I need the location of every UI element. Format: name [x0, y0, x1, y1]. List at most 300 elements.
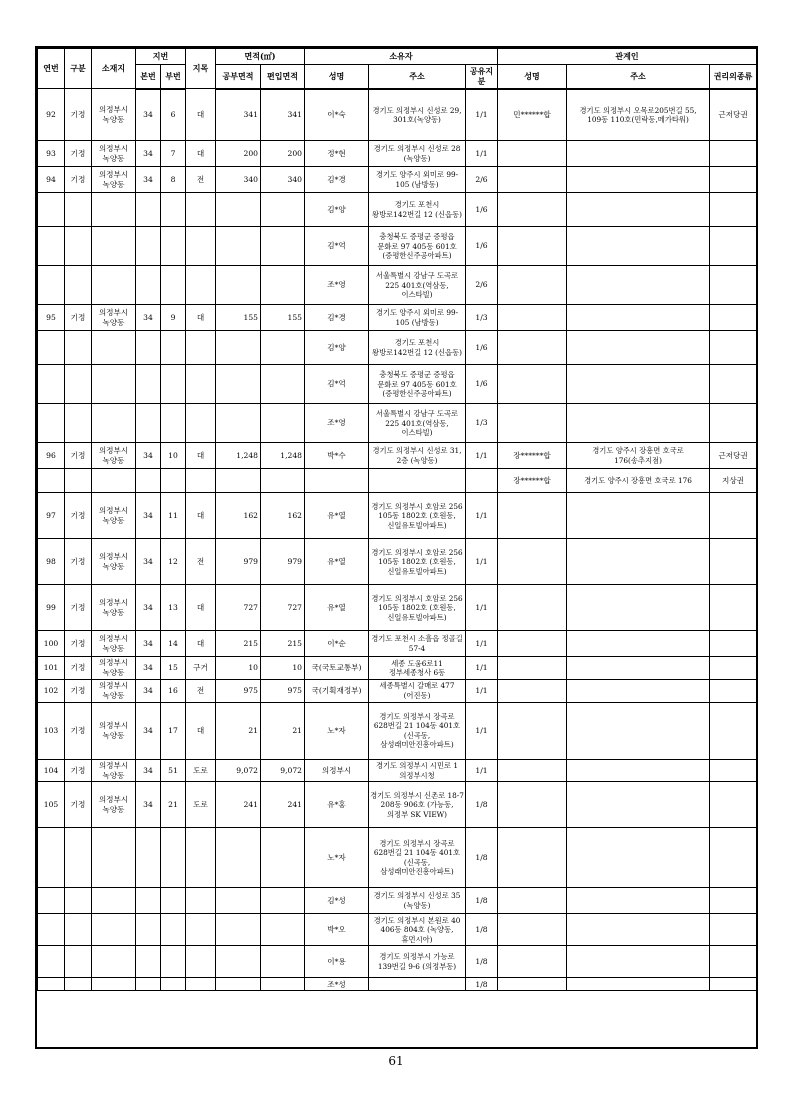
cell-registered-area: 241 — [216, 782, 261, 828]
cell-main-lot — [136, 365, 161, 404]
cell-owner-name: 조*영 — [305, 266, 369, 305]
cell-type: 기정 — [65, 782, 92, 828]
cell-related-name — [498, 266, 567, 305]
cell-share — [466, 469, 498, 493]
cell-related-address — [567, 946, 710, 978]
table-body — [38, 89, 757, 991]
cell-location: 의정부시 녹양동 — [92, 782, 136, 828]
cell-related-name — [498, 759, 567, 782]
table-row — [38, 914, 757, 946]
cell-location — [92, 946, 136, 978]
cell-type: 기정 — [65, 305, 92, 331]
cell-related-name — [498, 167, 567, 193]
table-row — [38, 702, 757, 759]
cell-owner-name: 조*성 — [305, 978, 369, 991]
header-type: 구분 — [65, 49, 92, 89]
cell-share: 1/8 — [466, 888, 498, 914]
cell-right-type — [710, 657, 757, 680]
cell-land-category: 대 — [186, 702, 216, 759]
cell-location — [92, 193, 136, 227]
cell-main-lot — [136, 404, 161, 443]
cell-right-type — [710, 331, 757, 365]
cell-land-category — [186, 365, 216, 404]
cell-type — [65, 404, 92, 443]
cell-no — [38, 193, 65, 227]
cell-included-area: 975 — [261, 680, 305, 703]
cell-location: 의정부시 녹양동 — [92, 680, 136, 703]
cell-related-address: 경기도 의정부시 오목로205번길 55, 109동 110호(민락동,메가타워) — [567, 89, 710, 141]
cell-type: 기정 — [65, 657, 92, 680]
cell-land-category: 도로 — [186, 782, 216, 828]
header-related-address: 주소 — [567, 65, 710, 89]
cell-main-lot: 34 — [136, 585, 161, 631]
cell-owner-address: 경기도 의정부시 신성로 29, 301호(녹양동) — [369, 89, 466, 141]
table-row — [38, 631, 757, 657]
cell-owner-name: 유*열 — [305, 585, 369, 631]
cell-included-area: 1,248 — [261, 443, 305, 469]
cell-registered-area — [216, 331, 261, 365]
cell-included-area: 21 — [261, 702, 305, 759]
cell-sub-lot — [161, 266, 186, 305]
header-owner-name: 성명 — [305, 65, 369, 89]
cell-related-address — [567, 978, 710, 991]
cell-registered-area: 21 — [216, 702, 261, 759]
cell-included-area: 215 — [261, 631, 305, 657]
cell-registered-area — [216, 227, 261, 266]
cell-main-lot: 34 — [136, 680, 161, 703]
cell-right-type — [710, 141, 757, 167]
cell-no: 100 — [38, 631, 65, 657]
cell-share: 1/8 — [466, 914, 498, 946]
cell-type: 기정 — [65, 585, 92, 631]
cell-related-address — [567, 828, 710, 888]
cell-sub-lot — [161, 404, 186, 443]
cell-related-address — [567, 331, 710, 365]
cell-related-name — [498, 404, 567, 443]
cell-related-address — [567, 680, 710, 703]
table-row — [38, 539, 757, 585]
cell-registered-area: 975 — [216, 680, 261, 703]
cell-included-area: 979 — [261, 539, 305, 585]
cell-no: 93 — [38, 141, 65, 167]
cell-related-address — [567, 266, 710, 305]
cell-location: 의정부시 녹양동 — [92, 631, 136, 657]
cell-no — [38, 946, 65, 978]
cell-no: 95 — [38, 305, 65, 331]
cell-related-address — [567, 493, 710, 539]
cell-right-type — [710, 167, 757, 193]
cell-included-area: 155 — [261, 305, 305, 331]
table-row — [38, 469, 757, 493]
cell-no — [38, 978, 65, 991]
cell-main-lot — [136, 888, 161, 914]
cell-included-area — [261, 946, 305, 978]
cell-land-category — [186, 978, 216, 991]
cell-related-address — [567, 585, 710, 631]
cell-related-name — [498, 305, 567, 331]
cell-related-name — [498, 914, 567, 946]
cell-owner-address: 경기도 양주시 외미로 99-105 (남방동) — [369, 305, 466, 331]
cell-owner-address: 경기도 의정부시 호암로 256 105동 1802호 (호원동,신일유토빌아파트) — [369, 539, 466, 585]
cell-land-category: 대 — [186, 443, 216, 469]
cell-owner-address: 경기도 의정부시 신성로 28 (녹양동) — [369, 141, 466, 167]
cell-no — [38, 365, 65, 404]
cell-sub-lot: 12 — [161, 539, 186, 585]
table-row — [38, 657, 757, 680]
cell-right-type — [710, 946, 757, 978]
cell-land-category — [186, 946, 216, 978]
header-lot: 지번 — [136, 49, 186, 65]
header-owner-address: 주소 — [369, 65, 466, 89]
cell-no: 94 — [38, 167, 65, 193]
cell-right-type — [710, 702, 757, 759]
cell-main-lot — [136, 227, 161, 266]
cell-sub-lot — [161, 978, 186, 991]
cell-share: 2/6 — [466, 167, 498, 193]
cell-included-area: 162 — [261, 493, 305, 539]
cell-owner-address: 서울특별시 강남구 도곡로 225 401호(역삼동,이스타빌) — [369, 404, 466, 443]
cell-location: 의정부시 녹양동 — [92, 167, 136, 193]
cell-related-address — [567, 759, 710, 782]
cell-included-area: 200 — [261, 141, 305, 167]
cell-right-type — [710, 193, 757, 227]
table-row — [38, 759, 757, 782]
cell-sub-lot — [161, 227, 186, 266]
cell-main-lot: 34 — [136, 539, 161, 585]
cell-share: 1/6 — [466, 193, 498, 227]
cell-owner-name: 이*순 — [305, 631, 369, 657]
cell-main-lot: 34 — [136, 631, 161, 657]
cell-sub-lot: 9 — [161, 305, 186, 331]
cell-land-category: 대 — [186, 493, 216, 539]
cell-owner-name: 정*현 — [305, 141, 369, 167]
cell-main-lot — [136, 946, 161, 978]
cell-owner-name: 김*억 — [305, 365, 369, 404]
cell-owner-name: 김*양 — [305, 193, 369, 227]
header-main-lot: 본번 — [136, 65, 161, 89]
cell-type — [65, 365, 92, 404]
cell-no — [38, 469, 65, 493]
cell-no: 99 — [38, 585, 65, 631]
cell-main-lot: 34 — [136, 141, 161, 167]
cell-right-type — [710, 914, 757, 946]
cell-type — [65, 914, 92, 946]
table-row — [38, 828, 757, 888]
cell-type: 기정 — [65, 141, 92, 167]
cell-main-lot: 34 — [136, 759, 161, 782]
cell-type — [65, 266, 92, 305]
cell-share: 1/1 — [466, 443, 498, 469]
header-related-name: 성명 — [498, 65, 567, 89]
cell-no: 96 — [38, 443, 65, 469]
cell-owner-address: 경기도 의정부시 장곡로 628번길 21 104동 401호 (신곡동,삼성래미안진흥아파트) — [369, 828, 466, 888]
table-row — [38, 946, 757, 978]
cell-no — [38, 828, 65, 888]
cell-included-area — [261, 469, 305, 493]
cell-related-name: 장******합 — [498, 469, 567, 493]
cell-owner-name: 박*오 — [305, 914, 369, 946]
cell-share: 1/6 — [466, 365, 498, 404]
cell-registered-area — [216, 404, 261, 443]
cell-type: 기정 — [65, 443, 92, 469]
cell-owner-name: 노*자 — [305, 702, 369, 759]
header-registered-area: 공부면적 — [216, 65, 261, 89]
cell-sub-lot: 6 — [161, 89, 186, 141]
cell-related-address — [567, 539, 710, 585]
cell-land-category: 대 — [186, 585, 216, 631]
table-row — [38, 266, 757, 305]
cell-land-category: 대 — [186, 631, 216, 657]
header-right-type: 권리의종류 — [710, 65, 757, 89]
cell-included-area — [261, 828, 305, 888]
cell-related-name: 장******합 — [498, 443, 567, 469]
cell-land-category: 대 — [186, 305, 216, 331]
cell-sub-lot — [161, 946, 186, 978]
cell-owner-name: 유*열 — [305, 493, 369, 539]
cell-sub-lot — [161, 365, 186, 404]
cell-main-lot — [136, 978, 161, 991]
cell-type — [65, 888, 92, 914]
cell-main-lot: 34 — [136, 493, 161, 539]
cell-share: 1/1 — [466, 585, 498, 631]
header-land-category: 지목 — [186, 49, 216, 89]
cell-owner-address: 경기도 의정부시 신성로 35 (녹양동) — [369, 888, 466, 914]
cell-location: 의정부시 녹양동 — [92, 585, 136, 631]
cell-no — [38, 404, 65, 443]
cell-related-name — [498, 888, 567, 914]
cell-owner-name: 김*경 — [305, 305, 369, 331]
cell-right-type — [710, 365, 757, 404]
cell-owner-address: 경기도 의정부시 신성로 31, 2층 (녹양동) — [369, 443, 466, 469]
cell-location — [92, 888, 136, 914]
cell-location — [92, 914, 136, 946]
cell-sub-lot — [161, 914, 186, 946]
cell-location: 의정부시 녹양동 — [92, 141, 136, 167]
cell-sub-lot: 7 — [161, 141, 186, 167]
cell-sub-lot: 8 — [161, 167, 186, 193]
cell-included-area: 341 — [261, 89, 305, 141]
cell-owner-address: 경기도 의정부시 호암로 256 105동 1802호 (호원동,신일유토빌아파트) — [369, 585, 466, 631]
cell-owner-address: 경기도 포천시 왕방로142번길 12 (신읍동) — [369, 193, 466, 227]
cell-type — [65, 469, 92, 493]
cell-sub-lot — [161, 888, 186, 914]
cell-registered-area — [216, 946, 261, 978]
cell-location: 의정부시 녹양동 — [92, 493, 136, 539]
cell-right-type — [710, 585, 757, 631]
cell-related-name — [498, 631, 567, 657]
cell-registered-area — [216, 469, 261, 493]
cell-land-category — [186, 193, 216, 227]
cell-main-lot: 34 — [136, 167, 161, 193]
cell-right-type — [710, 759, 757, 782]
table-row — [38, 305, 757, 331]
header-location: 소재지 — [92, 49, 136, 89]
cell-location — [92, 227, 136, 266]
cell-right-type: 지상권 — [710, 469, 757, 493]
cell-included-area — [261, 266, 305, 305]
cell-no — [38, 888, 65, 914]
cell-related-address: 경기도 양주시 장흥면 호국로 176 — [567, 469, 710, 493]
cell-main-lot — [136, 469, 161, 493]
cell-owner-address: 경기도 양주시 외미로 99-105 (남방동) — [369, 167, 466, 193]
cell-registered-area: 340 — [216, 167, 261, 193]
cell-share: 1/8 — [466, 978, 498, 991]
cell-related-name — [498, 331, 567, 365]
cell-included-area — [261, 193, 305, 227]
cell-land-category: 도로 — [186, 759, 216, 782]
cell-type — [65, 828, 92, 888]
cell-related-name — [498, 828, 567, 888]
cell-right-type — [710, 404, 757, 443]
cell-share: 1/6 — [466, 331, 498, 365]
cell-right-type — [710, 680, 757, 703]
cell-included-area — [261, 365, 305, 404]
cell-location — [92, 331, 136, 365]
table-row — [38, 782, 757, 828]
cell-related-name — [498, 365, 567, 404]
cell-sub-lot: 15 — [161, 657, 186, 680]
cell-included-area — [261, 331, 305, 365]
cell-location — [92, 978, 136, 991]
cell-related-name — [498, 782, 567, 828]
cell-registered-area: 10 — [216, 657, 261, 680]
cell-sub-lot — [161, 193, 186, 227]
table-row — [38, 404, 757, 443]
cell-related-address — [567, 631, 710, 657]
cell-main-lot: 34 — [136, 702, 161, 759]
cell-related-name — [498, 702, 567, 759]
cell-main-lot — [136, 828, 161, 888]
cell-registered-area — [216, 978, 261, 991]
cell-land-category: 전 — [186, 680, 216, 703]
cell-no: 92 — [38, 89, 65, 141]
cell-location: 의정부시 녹양동 — [92, 657, 136, 680]
cell-owner-address: 경기도 의정부시 시민로 1 의정부시청 — [369, 759, 466, 782]
cell-registered-area: 1,248 — [216, 443, 261, 469]
table-row — [38, 365, 757, 404]
cell-right-type — [710, 305, 757, 331]
cell-related-name — [498, 193, 567, 227]
cell-owner-address: 서울특별시 강남구 도곡로 225 401호(역삼동,이스타빌) — [369, 266, 466, 305]
header-share: 공유지분 — [466, 65, 498, 89]
cell-share: 2/6 — [466, 266, 498, 305]
cell-registered-area — [216, 888, 261, 914]
cell-sub-lot: 10 — [161, 443, 186, 469]
cell-owner-address: 세종특별시 갈매로 477 (어진동) — [369, 680, 466, 703]
header-sub-lot: 부번 — [161, 65, 186, 89]
cell-owner-address: 세종 도움6로11 정부세종청사 6동 — [369, 657, 466, 680]
cell-no — [38, 227, 65, 266]
cell-right-type: 근저당권 — [710, 89, 757, 141]
cell-right-type — [710, 539, 757, 585]
cell-included-area: 727 — [261, 585, 305, 631]
cell-right-type — [710, 782, 757, 828]
cell-location: 의정부시 녹양동 — [92, 702, 136, 759]
cell-included-area — [261, 978, 305, 991]
cell-main-lot — [136, 193, 161, 227]
table-row — [38, 331, 757, 365]
cell-related-address — [567, 305, 710, 331]
cell-related-address — [567, 888, 710, 914]
cell-registered-area: 215 — [216, 631, 261, 657]
cell-related-address — [567, 702, 710, 759]
cell-land-category: 대 — [186, 141, 216, 167]
cell-share: 1/1 — [466, 759, 498, 782]
cell-type: 기정 — [65, 89, 92, 141]
cell-related-address — [567, 914, 710, 946]
cell-share: 1/1 — [466, 89, 498, 141]
cell-sub-lot — [161, 331, 186, 365]
table-row — [38, 585, 757, 631]
cell-owner-name: 김*경 — [305, 167, 369, 193]
cell-included-area: 241 — [261, 782, 305, 828]
cell-related-address — [567, 404, 710, 443]
cell-share: 1/3 — [466, 404, 498, 443]
cell-related-name — [498, 978, 567, 991]
cell-right-type — [710, 493, 757, 539]
cell-location: 의정부시 녹양동 — [92, 759, 136, 782]
cell-owner-address: 경기도 포천시 소흘읍 정골길 57-4 — [369, 631, 466, 657]
cell-owner-address: 충청북도 증평군 증평읍 문화로 97 405동 601호 (증평한신주공아파트) — [369, 365, 466, 404]
cell-registered-area: 9,072 — [216, 759, 261, 782]
cell-main-lot — [136, 266, 161, 305]
cell-right-type: 근저당권 — [710, 443, 757, 469]
cell-location: 의정부시 녹양동 — [92, 539, 136, 585]
cell-land-category — [186, 469, 216, 493]
cell-related-name — [498, 680, 567, 703]
cell-location — [92, 828, 136, 888]
cell-land-category — [186, 404, 216, 443]
cell-type: 기정 — [65, 759, 92, 782]
cell-location — [92, 404, 136, 443]
cell-main-lot: 34 — [136, 305, 161, 331]
table-row — [38, 89, 757, 141]
header-area: 면적(㎡) — [216, 49, 305, 65]
cell-owner-name: 김*억 — [305, 227, 369, 266]
cell-included-area — [261, 404, 305, 443]
cell-share: 1/8 — [466, 782, 498, 828]
cell-location — [92, 266, 136, 305]
cell-owner-name: 이*숙 — [305, 89, 369, 141]
cell-owner-name: 김*양 — [305, 331, 369, 365]
cell-main-lot — [136, 331, 161, 365]
cell-related-name — [498, 141, 567, 167]
cell-no — [38, 331, 65, 365]
cell-share: 1/1 — [466, 539, 498, 585]
document-frame — [35, 46, 758, 1049]
cell-land-category — [186, 227, 216, 266]
cell-related-address — [567, 657, 710, 680]
table-row — [38, 680, 757, 703]
cell-owner-address: 경기도 의정부시 본원로 40 406동 804호 (녹양동,휴먼시아) — [369, 914, 466, 946]
cell-registered-area: 341 — [216, 89, 261, 141]
cell-related-name — [498, 493, 567, 539]
cell-right-type — [710, 631, 757, 657]
cell-sub-lot: 14 — [161, 631, 186, 657]
cell-sub-lot: 11 — [161, 493, 186, 539]
cell-related-address — [567, 193, 710, 227]
header-no: 연번 — [38, 49, 65, 89]
cell-sub-lot — [161, 828, 186, 888]
cell-owner-address: 충청북도 증평군 증평읍 문화로 97 405동 601호 (증평한신주공아파트) — [369, 227, 466, 266]
cell-location — [92, 469, 136, 493]
cell-sub-lot: 51 — [161, 759, 186, 782]
cell-type: 기정 — [65, 680, 92, 703]
cell-owner-address: 경기도 의정부시 호암로 256 105동 1802호 (호원동,신일유토빌아파트) — [369, 493, 466, 539]
cell-registered-area — [216, 828, 261, 888]
cell-owner-address: 경기도 의정부시 신촌로 18-7 208동 906호 (가능동,의정부 SK VIEW) — [369, 782, 466, 828]
cell-main-lot: 34 — [136, 657, 161, 680]
